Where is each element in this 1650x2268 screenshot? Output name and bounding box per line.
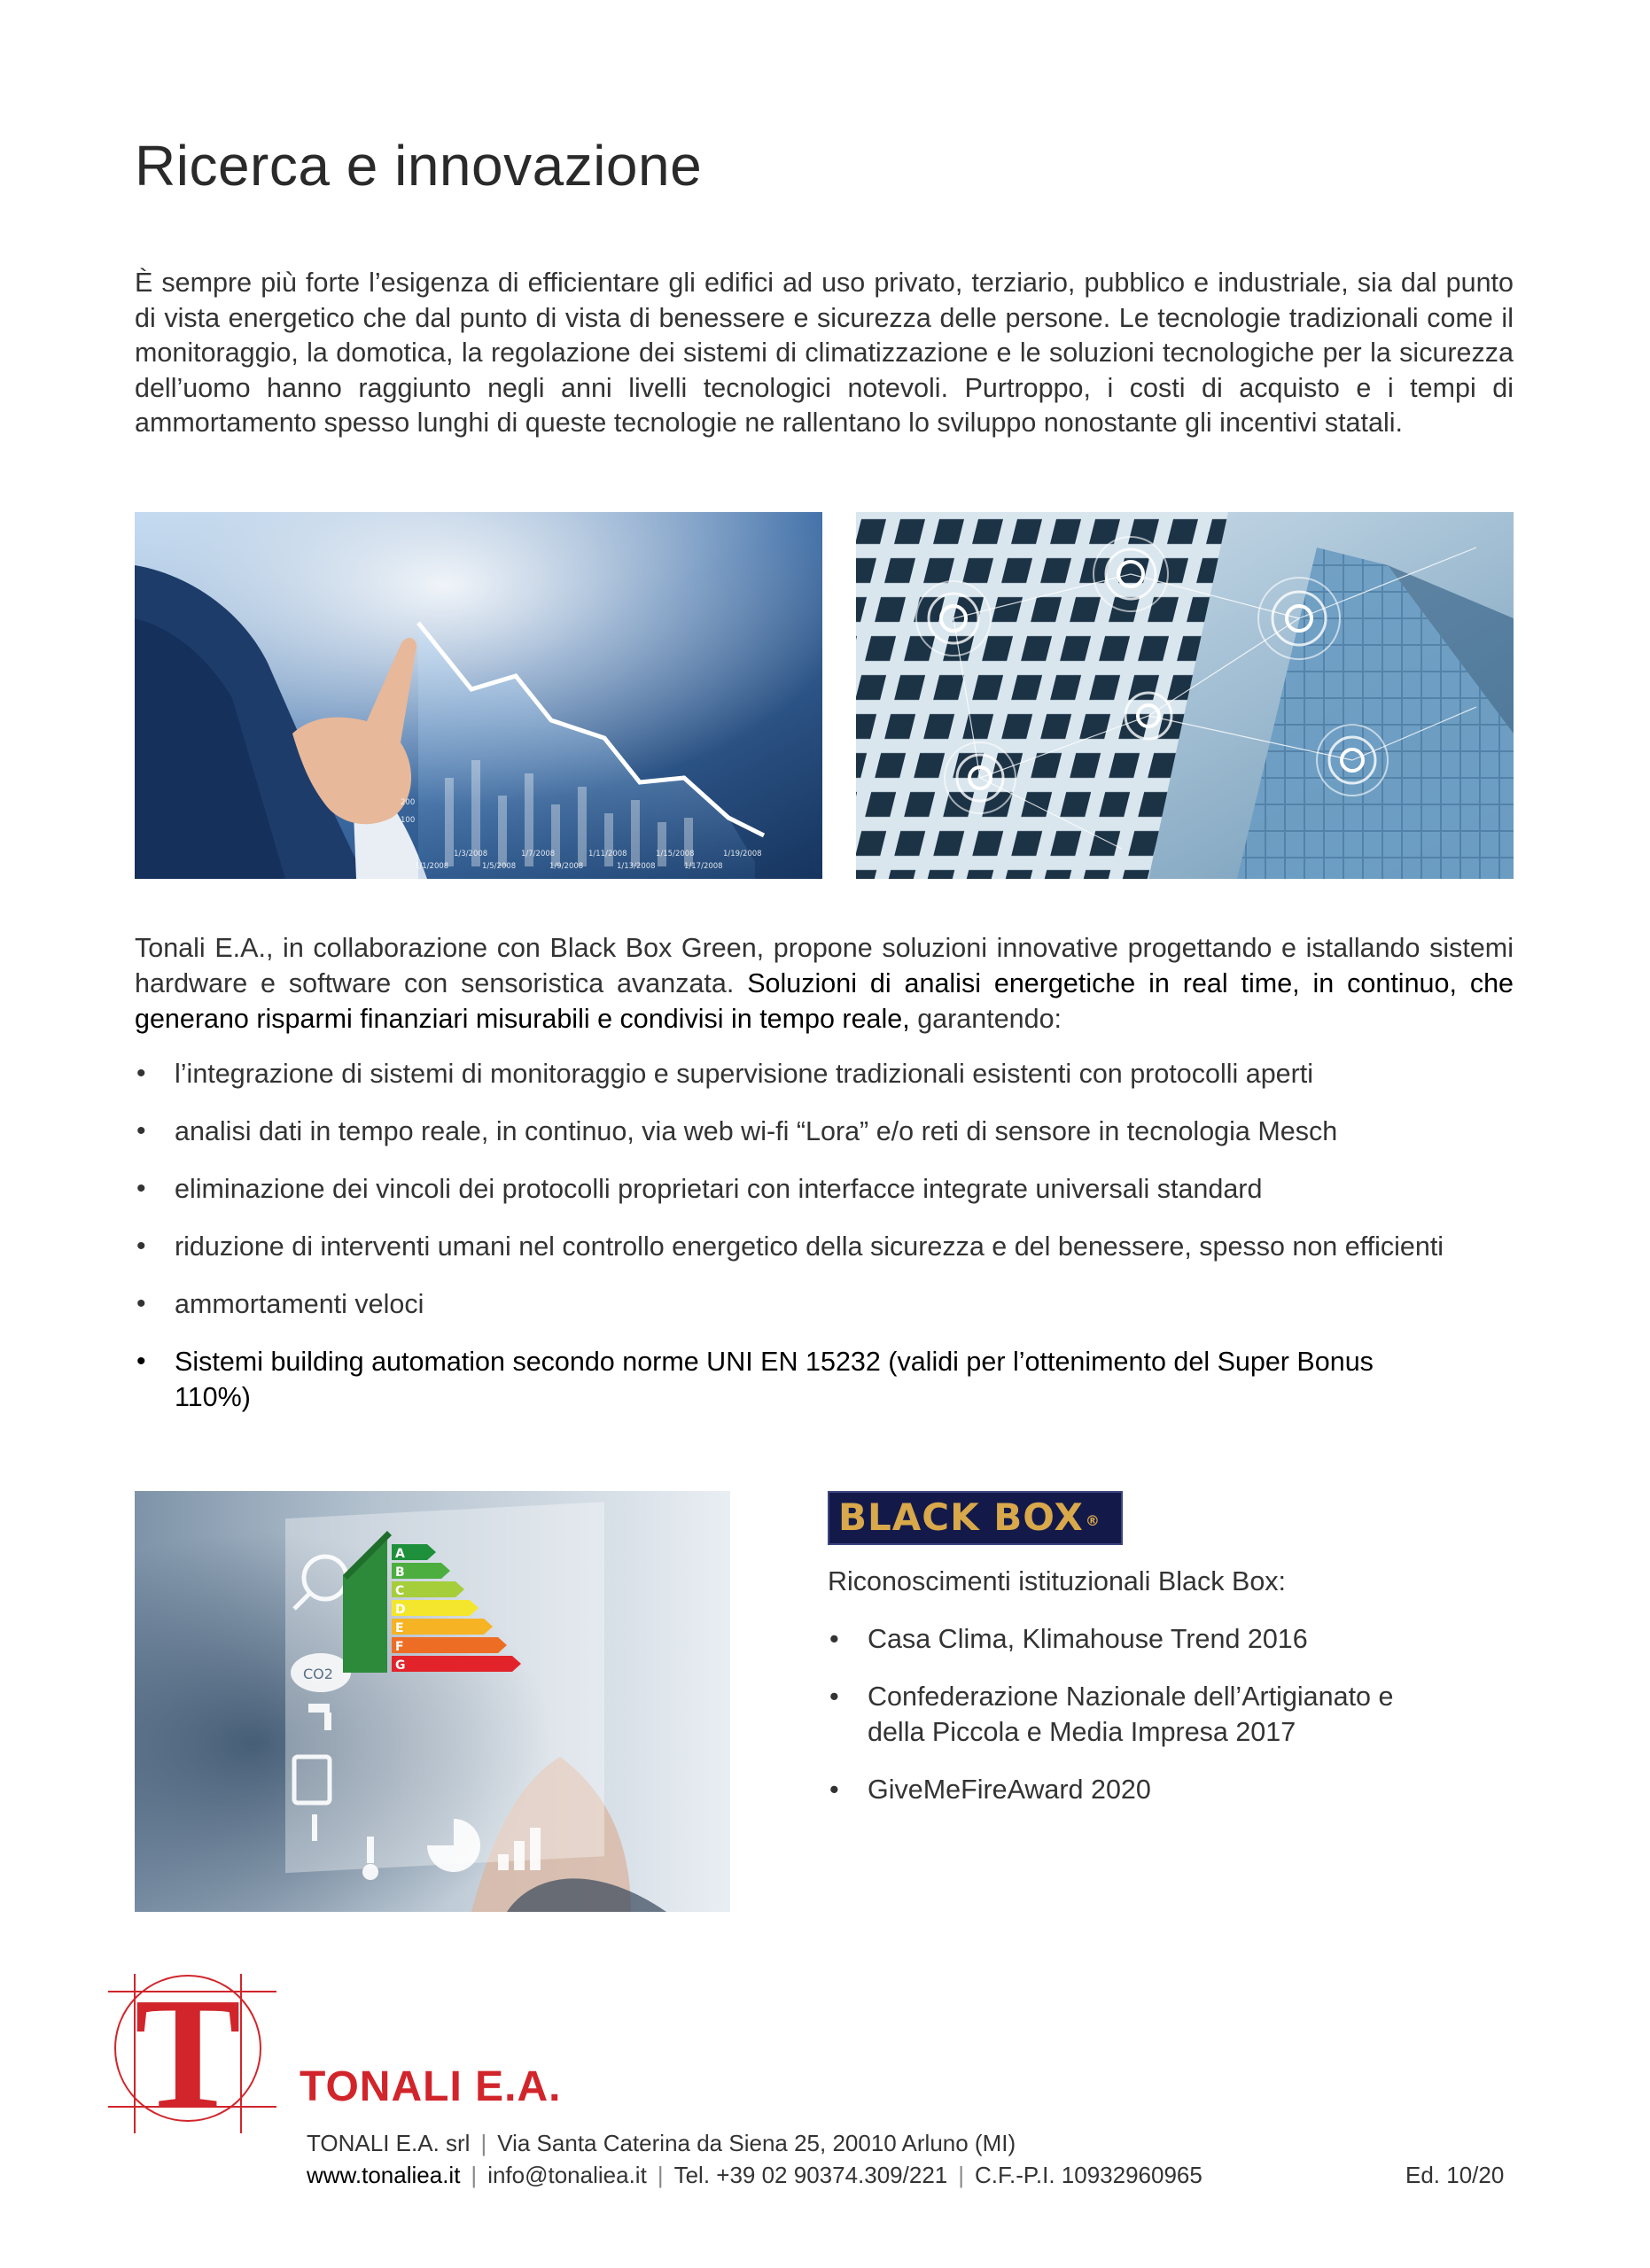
- date-label: 1/5/2008: [482, 862, 517, 871]
- list-item: [828, 1621, 1501, 1657]
- collaboration-tail: garantendo:: [909, 1004, 1062, 1034]
- awards-list: [828, 1621, 1501, 1829]
- collaboration-text: Tonali E.A., in collaborazione con Black Box Green, propone soluzioni innovative progettando e istallando sistemi hardware e software con sensoristica avanzata.: [135, 933, 1514, 998]
- list-item: [828, 1679, 1501, 1750]
- date-label: 1/7/2008: [521, 850, 556, 858]
- bullet-icon: •: [136, 1347, 146, 1376]
- bullet-icon: •: [136, 1116, 146, 1146]
- address: Via Santa Caterina da Siena 25, 20010 Arluno (MI): [497, 2130, 1016, 2156]
- separator: |: [657, 2162, 664, 2188]
- footer-address-line: [307, 2130, 1016, 2157]
- date-label: 1/9/2008: [549, 862, 584, 871]
- page-title: Ricerca e innovazione: [135, 134, 703, 198]
- co2-label: CO2: [303, 1666, 333, 1682]
- collaboration-highlight: Soluzioni di analisi energetiche in real time, in continuo, che generano risparmi finanziari misurabili e condivisi in tempo reale,: [135, 968, 1514, 1034]
- list-item-text: riduzione di interventi umani nel controllo energetico della sicurezza e del benessere, spesso non efficienti: [175, 1231, 1444, 1262]
- bullet-icon: •: [136, 1059, 146, 1088]
- email-link[interactable]: info@tonaliea.it: [487, 2162, 647, 2188]
- list-item-text: Sistemi building automation secondo norme UNI EN 15232 (validi per l’ottenimento del Super Bonus 110%): [175, 1347, 1374, 1412]
- awards-title: Riconoscimenti istituzionali Black Box:: [828, 1566, 1287, 1596]
- separator: |: [480, 2130, 487, 2156]
- list-item: [135, 1229, 1517, 1264]
- energy-class-bar: [392, 1637, 507, 1653]
- bullet-icon: •: [829, 1775, 839, 1805]
- award-text: Casa Clima, Klimahouse Trend 2016: [868, 1624, 1308, 1654]
- collaboration-paragraph: [135, 930, 1514, 1037]
- tonali-logo: [108, 1974, 276, 2133]
- date-label: 1/13/2008: [617, 862, 656, 871]
- bullet-icon: •: [829, 1624, 839, 1654]
- date-label: 1/1/2008: [415, 862, 449, 871]
- smart-building-photo: [856, 512, 1514, 879]
- energy-class-label: D: [395, 1603, 406, 1617]
- award-text: Confederazione Nazionale dell’Artigianato e della Piccola e Media Impresa 2017: [868, 1682, 1394, 1747]
- axis-label-100: 100: [401, 816, 416, 825]
- date-label: 1/11/2008: [588, 850, 627, 858]
- bullet-icon: •: [136, 1231, 146, 1261]
- list-item-text: l’integrazione di sistemi di monitoraggio e supervisione tradizionali esistenti con protocolli aperti: [175, 1059, 1314, 1089]
- bullet-icon: •: [136, 1289, 146, 1318]
- energy-class-label: E: [395, 1621, 404, 1635]
- chart-touch-photo: [135, 512, 822, 879]
- energy-class-label: C: [395, 1584, 405, 1598]
- award-text: GiveMeFireAward 2020: [868, 1775, 1151, 1805]
- company-name: TONALI E.A. srl: [307, 2130, 471, 2156]
- energy-class-bar: [392, 1656, 521, 1672]
- date-label: 1/17/2008: [684, 862, 723, 871]
- website-link[interactable]: www.tonaliea.it: [307, 2162, 461, 2188]
- energy-class-label: B: [395, 1565, 405, 1580]
- list-item-text: eliminazione dei vincoli dei protocolli proprietari con interfacce integrate universali standard: [175, 1174, 1263, 1204]
- brand-name: TONALI E.A.: [300, 2063, 562, 2110]
- list-item-text: analisi dati in tempo reale, in continuo, via web wi-fi “Lora” e/o reti di sensore in tecnologia Mesch: [175, 1116, 1338, 1146]
- footer-contact-line: [307, 2162, 1202, 2189]
- intro-paragraph: È sempre più forte l’esigenza di efficientare gli edifici ad uso privato, terziario, pubblico e industriale, sia dal punto di vista energetico che dal punto di vista di benessere e sicurezza delle persone. Le tecnologie tradizionali come il monitoraggio, la domotica, la regolazione dei sistemi di climatizzazione e le soluzioni tecnologiche per la sicurezza dell’uomo hanno raggiunto negli anni livelli tecnologici notevoli. Purtroppo, i costi di acquisto e i tempi di ammortamento spesso lunghi di queste tecnologie ne rallentano lo sviluppo nonostante gli incentivi statali.: [135, 268, 1514, 439]
- logo-letter: T: [134, 1974, 242, 2133]
- list-item-text: ammortamenti veloci: [175, 1289, 424, 1319]
- separator: |: [958, 2162, 965, 2188]
- separator: |: [471, 2162, 478, 2188]
- list-item: [135, 1344, 1557, 1415]
- list-item: [828, 1772, 1501, 1807]
- bullet-icon: •: [829, 1682, 839, 1712]
- black-box-logo-text: BLACK BOX: [838, 1495, 1084, 1539]
- energy-class-bar: [392, 1619, 493, 1635]
- features-list: [135, 1056, 1517, 1437]
- list-item: [135, 1171, 1517, 1207]
- black-box-logo: [828, 1491, 1123, 1545]
- vat-number: C.F.-P.I. 10932960965: [975, 2162, 1202, 2188]
- energy-class-label: G: [395, 1658, 406, 1673]
- list-item: [135, 1114, 1517, 1149]
- edition-label: Ed. 10/20: [1405, 2162, 1505, 2188]
- date-label: 1/15/2008: [656, 850, 695, 858]
- co2-icon: [291, 1653, 351, 1692]
- bullet-icon: •: [136, 1174, 146, 1203]
- list-item: [135, 1056, 1517, 1091]
- date-label: 1/3/2008: [454, 850, 488, 858]
- energy-class-label: A: [395, 1547, 405, 1561]
- axis-label-200: 200: [401, 798, 416, 807]
- energy-class-label: F: [395, 1640, 404, 1654]
- energy-class-photo: [135, 1491, 730, 1912]
- list-item: [135, 1286, 1517, 1322]
- phone: Tel. +39 02 90374.309/221: [673, 2162, 948, 2188]
- date-label: 1/19/2008: [723, 850, 762, 858]
- registered-mark: ®: [1085, 1512, 1101, 1529]
